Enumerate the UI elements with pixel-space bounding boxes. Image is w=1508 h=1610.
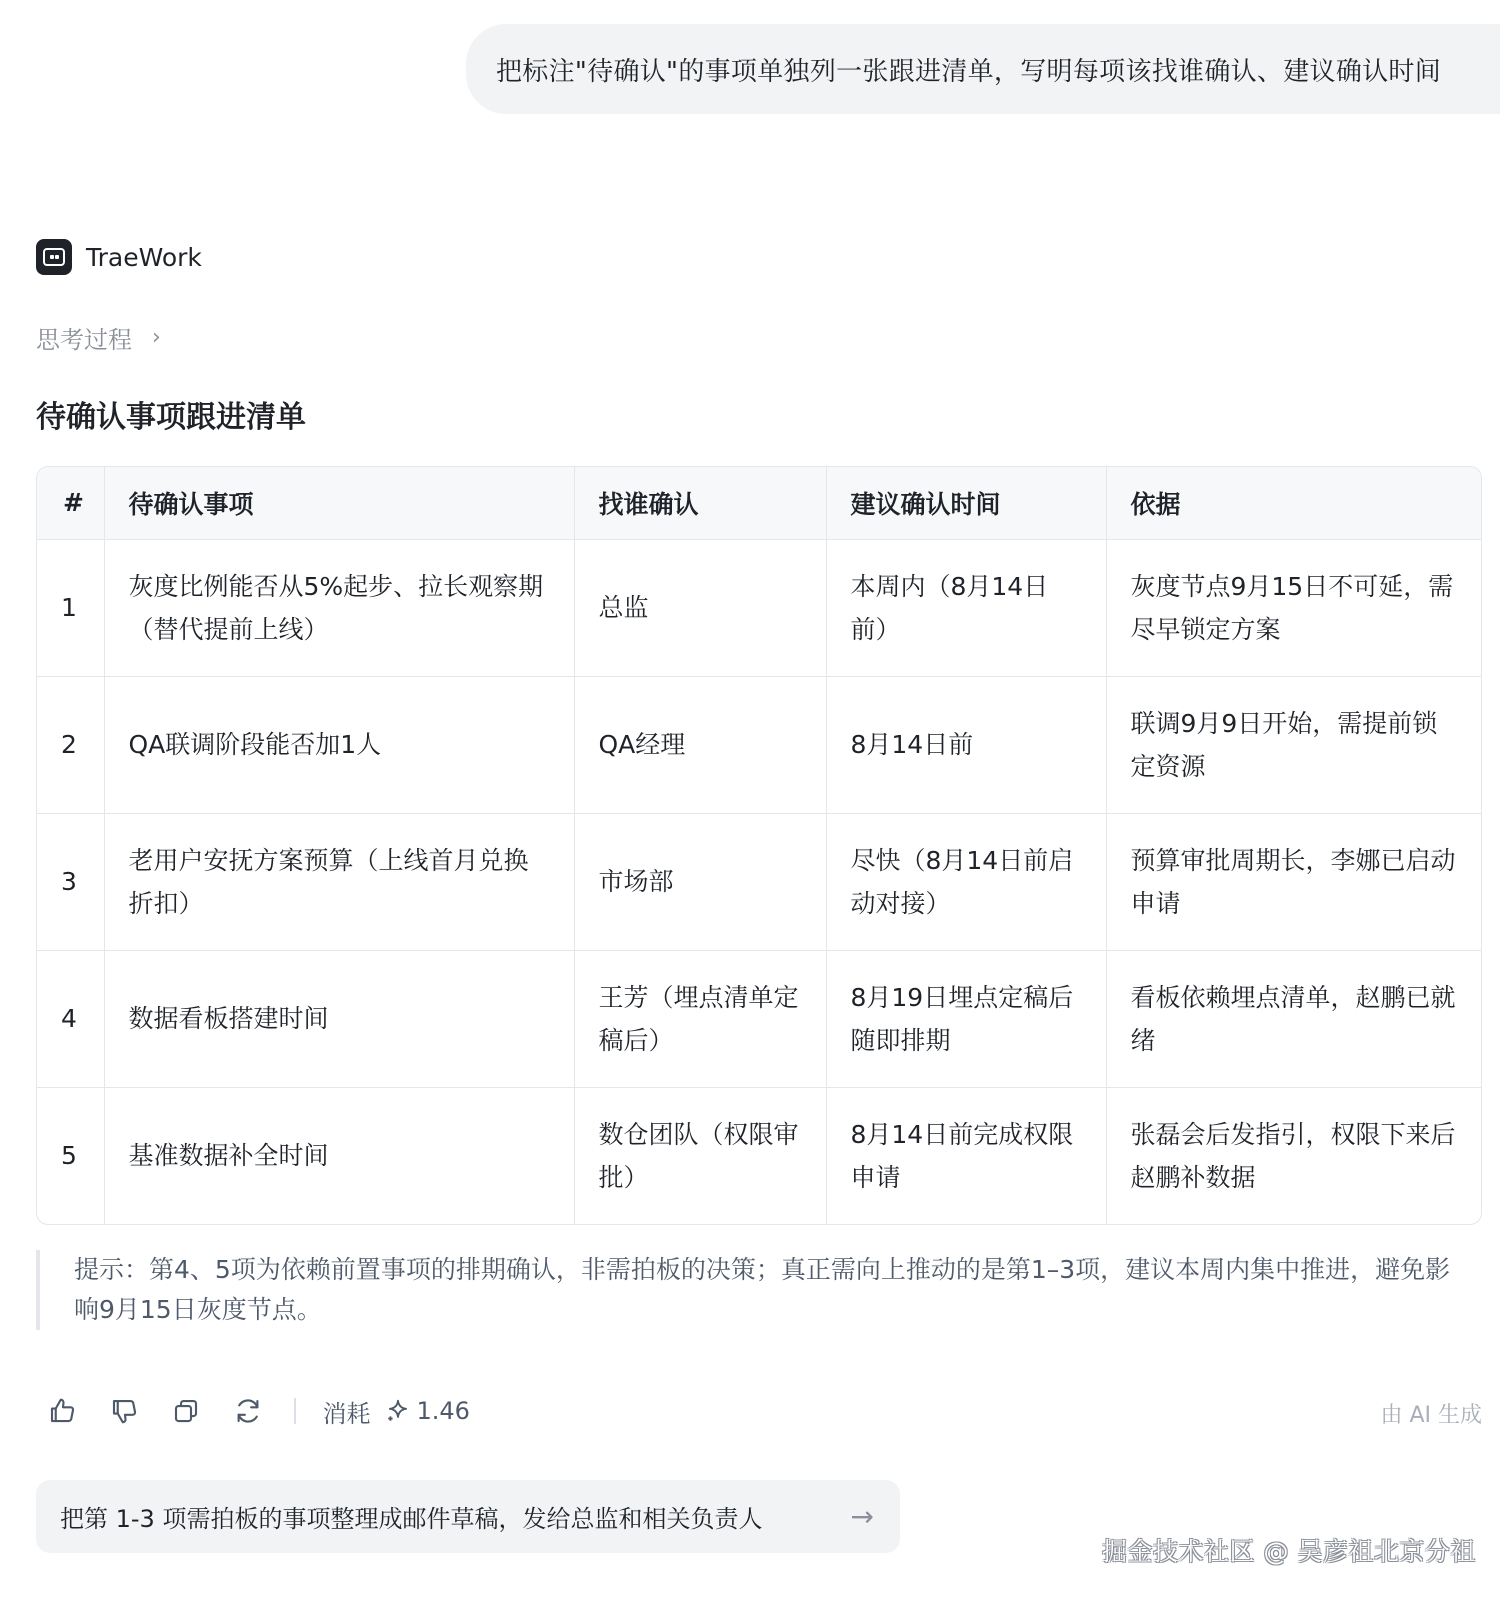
cell-index: 5 [37,1087,104,1224]
cell-time: 8月14日前完成权限申请 [826,1087,1106,1224]
regenerate-icon[interactable] [232,1395,264,1427]
header-time: 建议确认时间 [826,467,1106,539]
cell-time: 8月19日埋点定稿后随即排期 [826,950,1106,1087]
cell-basis: 灰度节点9月15日不可延，需尽早锁定方案 [1106,539,1481,676]
action-divider [294,1398,296,1424]
cell-basis: 预算审批周期长，李娜已启动申请 [1106,813,1481,950]
watermark: 掘金技术社区 @ 吴彦祖北京分祖 [1102,1537,1476,1566]
cell-owner: 数仓团队（权限审批） [574,1087,826,1224]
copy-icon[interactable] [170,1395,202,1427]
suggested-followup-button[interactable] [36,1480,900,1553]
cell-owner: 总监 [574,539,826,676]
cell-index: 3 [37,813,104,950]
assistant-header [36,239,202,275]
thumbs-up-icon[interactable] [46,1395,78,1427]
header-item: 待确认事项 [104,467,574,539]
cell-index: 2 [37,676,104,813]
cost-label: 消耗 [322,1399,371,1428]
message-action-bar [46,1391,470,1431]
table-row [37,813,1481,950]
followup-table [36,466,1482,1225]
tip-note [36,1250,1466,1330]
cell-item: 基准数据补全时间 [104,1087,574,1224]
cell-time: 尽快（8月14日前启动对接） [826,813,1106,950]
tip-text: 提示：第4、5项为依赖前置事项的排期确认，非需拍板的决策；真正需向上推动的是第1–3项，建议本周内集中推进，避免影响9月15日灰度节点。 [74,1255,1451,1324]
cell-basis: 张磊会后发指引，权限下来后赵鹏补数据 [1130,1119,1456,1192]
thinking-process-toggle[interactable] [36,320,161,355]
cost-value: 1.46 [416,1397,470,1425]
table-row [37,539,1481,676]
cell-item: 数据看板搭建时间 [104,950,574,1087]
ai-generated-label: 由 AI 生成 [1380,1403,1482,1428]
cell-item: 老用户安抚方案预算（上线首月兑换折扣） [104,813,574,950]
header-index: # [37,467,104,539]
cell-owner: QA经理 [574,676,826,813]
user-message-text: 把标注"待确认"的事项单独列一张跟进清单，写明每项该找谁确认、建议确认时间 [496,56,1442,87]
table-header-row [37,467,1481,539]
table-row [37,950,1481,1087]
thinking-process-label: 思考过程 [36,326,132,354]
cell-item: QA联调阶段能否加1人 [104,676,574,813]
cell-time: 8月14日前 [826,676,1106,813]
header-basis: 依据 [1106,467,1481,539]
cell-time: 本周内（8月14日前） [826,539,1106,676]
section-title: 待确认事项跟进清单 [36,400,306,435]
cell-index: 1 [37,539,104,676]
chevron-right-icon: › [152,325,161,350]
traework-logo-icon [36,239,72,275]
user-message-bubble [466,24,1500,114]
cell-owner: 市场部 [574,813,826,950]
assistant-name: TraeWork [86,242,202,272]
sparkle-icon [385,1398,411,1424]
thumbs-down-icon[interactable] [108,1395,140,1427]
cell-index: 4 [37,950,104,1087]
table-row [37,1087,1481,1224]
cell-basis: 看板依赖埋点清单，赵鹏已就绪 [1106,950,1481,1087]
table-row [37,676,1481,813]
suggested-followup-text: 把第 1-3 项需拍板的事项整理成邮件草稿，发给总监和相关负责人 [60,1505,763,1533]
cell-item: 灰度比例能否从5%起步、拉长观察期（替代提前上线） [104,539,574,676]
cell-owner: 王芳（埋点清单定稿后） [574,950,826,1087]
header-owner: 找谁确认 [574,467,826,539]
cell-basis: 联调9月9日开始，需提前锁定资源 [1106,676,1481,813]
arrow-right-icon: → [850,1500,874,1533]
